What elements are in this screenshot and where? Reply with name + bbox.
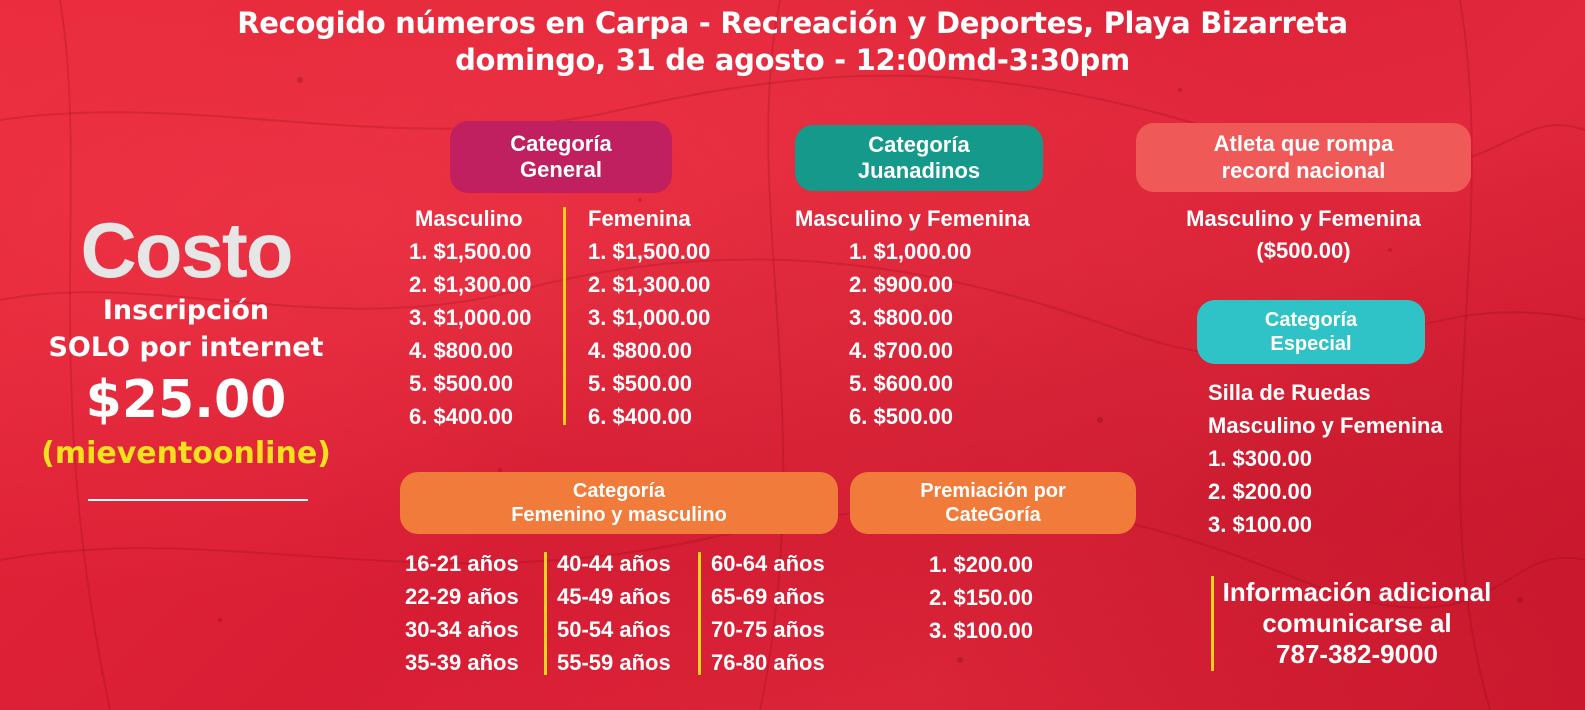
list-item: 2. $900.00: [849, 272, 953, 297]
list-item: 50-54 años: [557, 617, 671, 642]
list-item: 60-64 años: [711, 551, 825, 576]
especial-label-gender: Masculino y Femenina: [1208, 413, 1443, 438]
list-item: 5. $500.00: [409, 371, 513, 396]
header-location: Recogido números en Carpa - Recreación y Deportes, Playa Bizarreta: [237, 6, 1348, 40]
list-item: 16-21 años: [405, 551, 519, 576]
header-date-time: domingo, 31 de agosto - 12:00md-3:30pm: [455, 43, 1130, 77]
record-title-line1: Atleta que rompa: [1213, 131, 1394, 157]
list-item: 6. $400.00: [409, 404, 513, 429]
list-item: 1. $1,000.00: [849, 239, 972, 264]
premiacion-list: [929, 548, 1033, 647]
general-title-line1: Categoría: [510, 130, 612, 156]
list-item: 76-80 años: [711, 650, 825, 675]
general-masculino-list: [409, 203, 531, 433]
cost-platform: (mieventoonline): [41, 436, 331, 471]
list-item: 1. $1,500.00: [588, 239, 711, 264]
list-item: 3. $100.00: [929, 618, 1033, 643]
list-item: 2. $150.00: [929, 585, 1033, 610]
list-item: 3. $1,000.00: [588, 305, 711, 330]
juanadinos-title-line1: Categoría: [868, 131, 970, 157]
record-title-line2: record nacional: [1221, 157, 1386, 183]
list-item: 55-59 años: [557, 650, 671, 675]
cost-registration-label: Inscripción: [102, 295, 270, 326]
info-line1: Información adicional: [1222, 577, 1492, 607]
record-amount: ($500.00): [1256, 238, 1351, 263]
list-item: 3. $1,000.00: [409, 305, 532, 330]
general-femenina-label: Femenina: [588, 206, 691, 231]
general-divider: [563, 207, 566, 425]
general-title-line2: General: [520, 157, 602, 182]
age-category-pill: [400, 472, 838, 534]
list-item: 30-34 años: [405, 617, 519, 642]
especial-title-line1: Categoría: [1264, 309, 1358, 331]
list-item: 1. $200.00: [929, 552, 1033, 577]
list-item: 22-29 años: [405, 584, 519, 609]
list-item: 2. $200.00: [1208, 479, 1312, 504]
juanadinos-title-line2: Juanadinos: [857, 158, 981, 183]
list-item: 2. $1,300.00: [409, 272, 532, 297]
list-item: 65-69 años: [711, 584, 825, 609]
juanadinos-category-pill: [795, 125, 1043, 191]
age-title-line1: Categoría: [572, 480, 666, 502]
list-item: 45-49 años: [557, 584, 671, 609]
list-item: 6. $500.00: [849, 404, 953, 429]
premiacion-title-line2: CateGoría: [945, 504, 1041, 526]
list-item: 3. $100.00: [1208, 512, 1312, 537]
age-column-2: [557, 547, 671, 679]
especial-list: [1208, 376, 1443, 541]
record-label: Masculino y Femenina: [1186, 206, 1421, 231]
record-list: [1136, 203, 1471, 267]
list-item: 3. $800.00: [849, 305, 953, 330]
list-item: 4. $800.00: [588, 338, 692, 363]
juanadinos-label: Masculino y Femenina: [795, 206, 1030, 231]
premiacion-category-pill: [850, 472, 1136, 534]
list-item: 70-75 años: [711, 617, 825, 642]
record-category-pill: [1136, 123, 1471, 192]
general-masculino-label: Masculino: [415, 206, 523, 231]
list-item: 6. $400.00: [588, 404, 692, 429]
list-item: 4. $800.00: [409, 338, 513, 363]
list-item: 40-44 años: [557, 551, 671, 576]
info-line2: comunicarse al: [1262, 608, 1452, 638]
age-title-line2: Femenino y masculino: [511, 504, 727, 526]
age-column-3: [711, 547, 825, 679]
list-item: 1. $1,500.00: [409, 239, 532, 264]
info-divider: [1211, 576, 1214, 671]
cost-price: $25.00: [85, 370, 287, 430]
especial-title-line2: Especial: [1270, 333, 1352, 355]
especial-label-wheelchair: Silla de Ruedas: [1208, 380, 1371, 405]
general-category-pill: [450, 121, 672, 193]
list-item: 2. $1,300.00: [588, 272, 711, 297]
general-femenina-list: [588, 203, 710, 433]
age-divider-1: [544, 552, 547, 675]
age-column-1: [405, 547, 519, 679]
list-item: 5. $500.00: [588, 371, 692, 396]
info-phone: 787-382-9000: [1276, 639, 1438, 669]
list-item: 5. $600.00: [849, 371, 953, 396]
age-divider-2: [698, 552, 701, 675]
list-item: 4. $700.00: [849, 338, 953, 363]
list-item: 1. $300.00: [1208, 446, 1312, 471]
especial-category-pill: [1197, 300, 1425, 364]
cost-title: Costo: [80, 206, 292, 294]
list-item: 35-39 años: [405, 650, 519, 675]
additional-info: [1222, 577, 1492, 670]
juanadinos-list: [795, 203, 1030, 433]
cost-divider: [88, 499, 308, 501]
cost-online-only-label: SOLO por internet: [48, 332, 324, 363]
premiacion-title-line1: Premiación por: [920, 480, 1066, 502]
